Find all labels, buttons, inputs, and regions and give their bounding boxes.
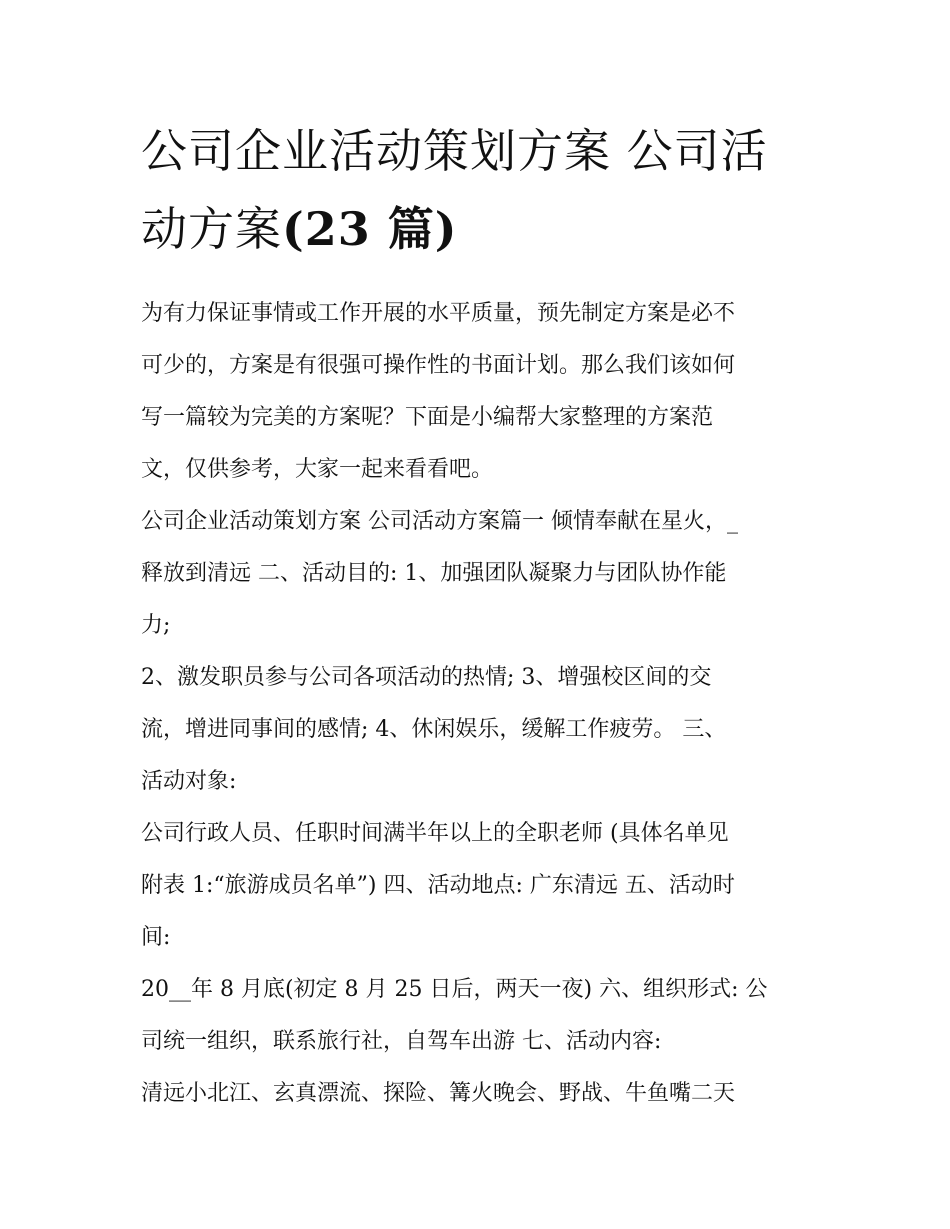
body-paragraph-participants bbox=[141, 808, 819, 964]
body-paragraph-purpose bbox=[141, 496, 819, 652]
title-line-2-text: 动方案 bbox=[141, 202, 282, 256]
text-line: 间: bbox=[141, 925, 171, 950]
document-title bbox=[141, 112, 819, 268]
text-line: 2、激发职员参与公司各项活动的热情; 3、增强校区间的交 bbox=[141, 665, 712, 690]
intro-paragraph bbox=[141, 288, 819, 496]
text-line: 司统一组织，联系旅行社，自驾车出游 七、活动内容: bbox=[141, 1029, 662, 1054]
text-line: 活动对象: bbox=[141, 769, 237, 794]
text-line: 20__年 8 月底(初定 8 月 25 日后，两天一夜) 六、组织形式: 公 bbox=[141, 977, 768, 1002]
text-line: 文，仅供参考，大家一起来看看吧。 bbox=[141, 457, 494, 482]
title-line-2 bbox=[141, 190, 819, 268]
text-line: 为有力保证事情或工作开展的水平质量，预先制定方案是必不 bbox=[141, 301, 736, 326]
text-line: 清远小北江、玄真漂流、探险、篝火晚会、野战、牛鱼嘴二天 bbox=[141, 1081, 736, 1106]
text-line: 释放到清远 二、活动目的: 1、加强团队凝聚力与团队协作能 bbox=[141, 561, 727, 586]
title-line-1: 公司企业活动策划方案 公司活 bbox=[141, 124, 768, 178]
body-paragraph-content bbox=[141, 1068, 819, 1120]
body-paragraph-objectives bbox=[141, 652, 819, 808]
text-line: 可少的，方案是有很强可操作性的书面计划。那么我们该如何 bbox=[141, 353, 736, 378]
body-paragraph-schedule bbox=[141, 964, 819, 1068]
text-line: 写一篇较为完美的方案呢？下面是小编帮大家整理的方案范 bbox=[141, 405, 714, 430]
text-line: 附表 1:“旅游成员名单”) 四、活动地点: 广东清远 五、活动时 bbox=[141, 873, 735, 898]
document-body bbox=[141, 112, 819, 1120]
text-line: 流，增进同事间的感情; 4、休闲娱乐，缓解工作疲劳。 三、 bbox=[141, 717, 727, 742]
text-line: 公司行政人员、任职时间满半年以上的全职老师 (具体名单见 bbox=[141, 821, 729, 846]
text-line: 力; bbox=[141, 613, 171, 638]
text-line: 公司企业活动策划方案 公司活动方案篇一 倾情奉献在星火，_ bbox=[141, 509, 738, 534]
title-line-2-count: (23 篇) bbox=[282, 202, 458, 256]
